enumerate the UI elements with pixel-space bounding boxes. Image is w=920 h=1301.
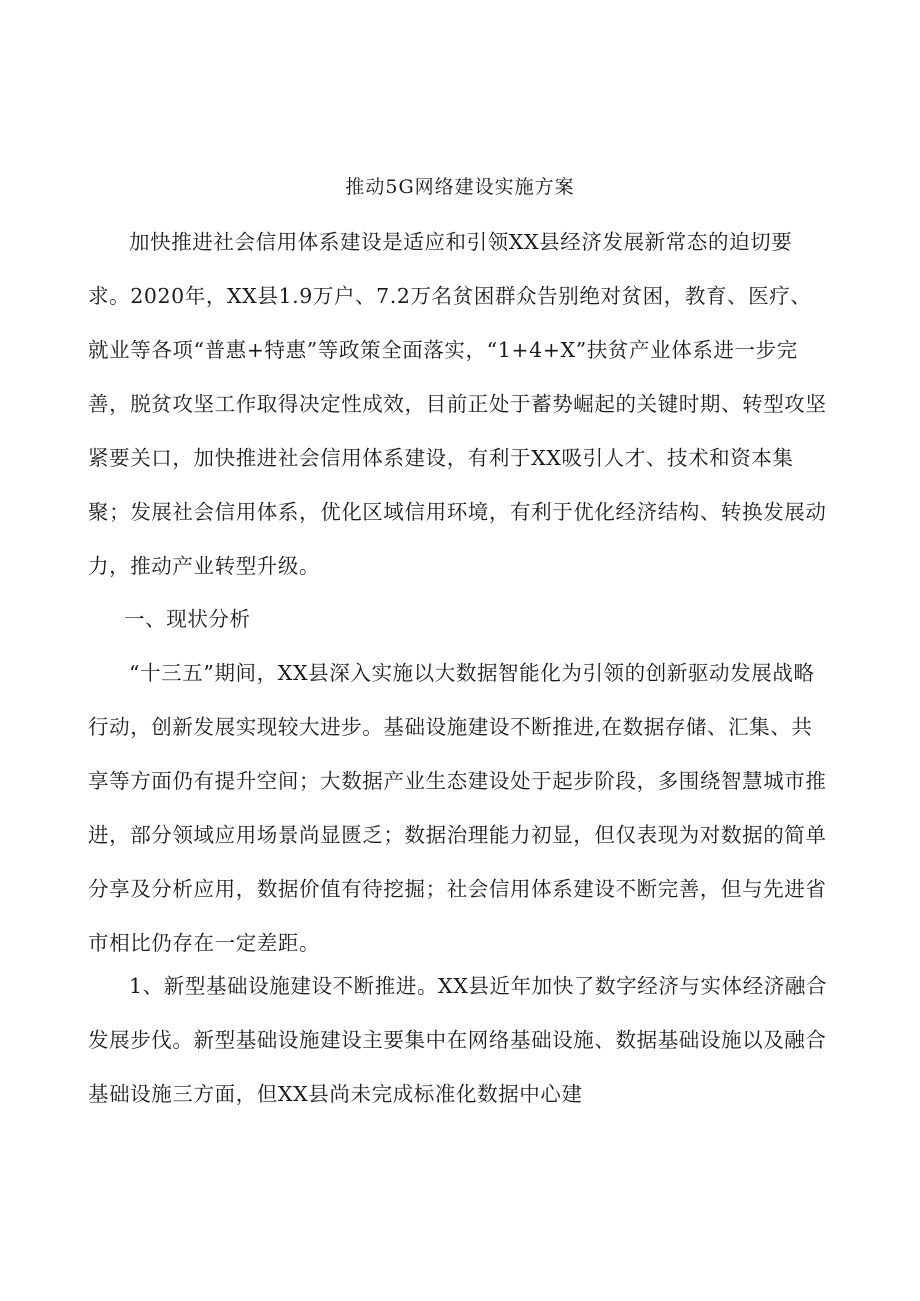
infrastructure-paragraph: 1、新型基础设施建设不断推进。XX县近年加快了数字经济与实体经济融合发展步伐。新型基础设施建设主要集中在网络基础设施、数据基础设施以及融合基础设施三方面，但XX县尚未完成标准化数据中心建 [88, 974, 828, 1106]
document-title: 推动5G网络建设实施方案 [345, 176, 575, 198]
section-heading-status-analysis: 一、现状分析 [124, 607, 251, 631]
status-analysis-paragraph: “十三五”期间，XX县深入实施以大数据智能化为引领的创新驱动发展战略行动，创新发展实现较大进步。基础设施建设不断推进,在数据存储、汇集、共享等方面仍有提升空间；大数据产业生态建设处于起步阶段，多围绕智慧城市推进，部分领域应用场景尚显匮乏；数据治理能力初显，但仅表现为对数据的简单分享及分析应用，数据价值有待挖掘；社会信用体系建设不断完善，但与先进省市相比仍存在一定差距。 [88, 661, 827, 955]
intro-paragraph: 加快推进社会信用体系建设是适应和引领XX县经济发展新常态的迫切要求。2020年，XX县1.9万户、7.2万名贫困群众告别绝对贫困，教育、医疗、就业等各项“普惠+特惠”等政策全面落实，“1+4+X”扶贫产业体系进一步完善，脱贫攻坚工作取得决定性成效，目前正处于蓄势崛起的关键时期、转型攻坚紧要关口，加快推进社会信用体系建设，有利于XX吸引人才、技术和资本集聚；发展社会信用体系，优化区域信用环境，有利于优化经济结构、转换发展动力，推动产业转型升级。 [88, 230, 827, 578]
